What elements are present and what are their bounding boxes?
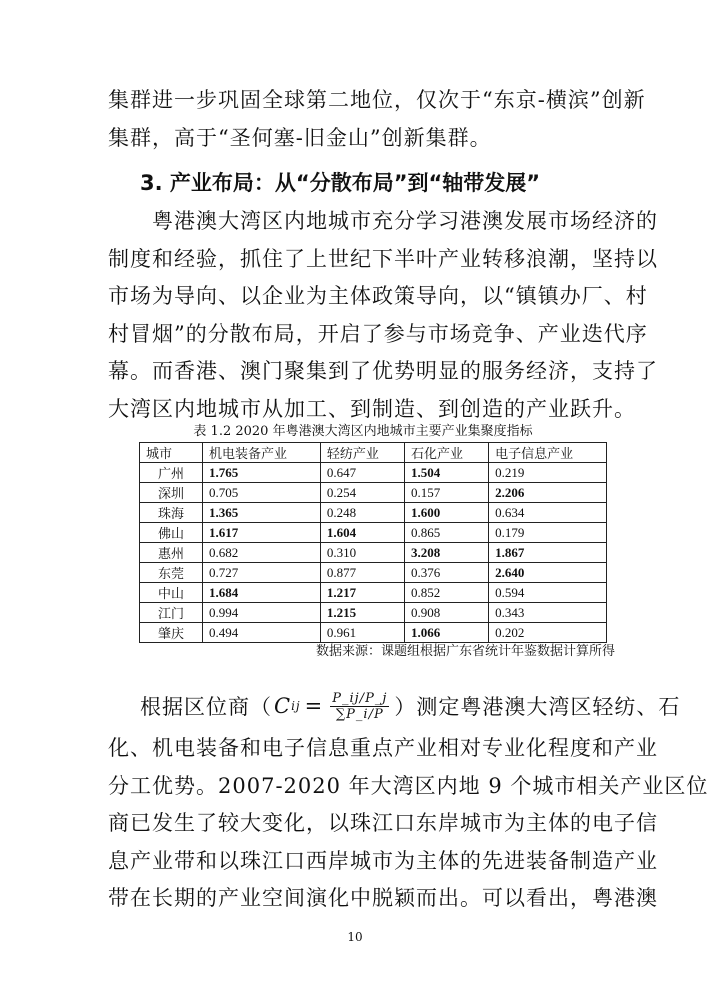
location-quotient-formula [274, 691, 392, 722]
table-cell-value: 0.494 [203, 623, 321, 643]
section-heading: 3. 产业布局：从“分散布局”到“轴带发展” [140, 171, 541, 195]
table-cell-city: 深圳 [140, 483, 203, 503]
table-cell-city: 惠州 [140, 543, 203, 563]
table-cell-value: 1.504 [404, 463, 488, 483]
table-cell-value: 0.254 [320, 483, 404, 503]
table-cell-value: 0.852 [404, 583, 488, 603]
table-cell-value: 2.206 [489, 483, 607, 503]
table-cell-value: 1.684 [203, 583, 321, 603]
text-line: 商已发生了较大变化，以珠江口东岸城市为主体的电子信 [108, 811, 658, 835]
table-cell-value: 0.248 [320, 503, 404, 523]
formula-fraction [330, 691, 389, 722]
text-line: 化、机电装备和电子信息重点产业相对专业化程度和产业 [108, 736, 658, 760]
table-cell-value: 0.594 [489, 583, 607, 603]
header-machinery: 机电装备产业 [203, 443, 321, 463]
table-header-row [140, 443, 607, 463]
table-cell-value: 0.908 [404, 603, 488, 623]
table-cell-value: 1.600 [404, 503, 488, 523]
text-line: 集群进一步巩固全球第二地位，仅次于“东京-横滨”创新 [108, 88, 646, 112]
formula-sentence [140, 686, 680, 726]
formula-equals: = [304, 694, 324, 718]
table-cell-value: 1.867 [489, 543, 607, 563]
industry-agglomeration-table [139, 442, 607, 643]
header-textile: 轻纺产业 [320, 443, 404, 463]
table-cell-city: 中山 [140, 583, 203, 603]
paragraph-location-quotient [108, 730, 709, 918]
table-cell-value: 1.765 [203, 463, 321, 483]
table-row [140, 603, 607, 623]
table-row [140, 563, 607, 583]
formula-numerator: P_ij/P_j [332, 690, 388, 706]
table-cell-value: 0.310 [320, 543, 404, 563]
table-cell-value: 0.157 [404, 483, 488, 503]
table-cell-value: 3.208 [404, 543, 488, 563]
table-cell-value: 0.994 [203, 603, 321, 623]
header-city: 城市 [140, 443, 203, 463]
text-line: 集群，高于“圣何塞-旧金山”创新集群。 [108, 125, 492, 150]
formula-lhs: C [274, 694, 292, 718]
text-line: 大湾区内地城市从加工、到制造、到创造的产业跃升。 [108, 396, 636, 421]
table-cell-value: 0.682 [203, 543, 321, 563]
table-cell-value: 0.705 [203, 483, 321, 503]
text-line: 幕。而香港、澳门聚集到了优势明显的服务经济，支持了 [108, 359, 658, 383]
table-cell-city: 东莞 [140, 563, 203, 583]
table-row [140, 463, 607, 483]
table-row [140, 543, 607, 563]
table-cell-value: 0.376 [404, 563, 488, 583]
table-cell-value: 1.215 [320, 603, 404, 623]
table-cell-city: 珠海 [140, 503, 203, 523]
table-cell-value: 1.617 [203, 523, 321, 543]
formula-lhs-subscript: ij [291, 699, 301, 713]
table-cell-city: 广州 [140, 463, 203, 483]
table-cell-value: 0.877 [320, 563, 404, 583]
table-row [140, 583, 607, 603]
table-cell-value: 1.066 [404, 623, 488, 643]
formula-lead-text: 根据区位商（ [140, 695, 272, 719]
table-row [140, 503, 607, 523]
table-cell-city: 佛山 [140, 523, 203, 543]
text-line: 村冒烟”的分散布局，开启了参与市场竞争、产业迭代序 [108, 321, 648, 346]
table-row [140, 483, 607, 503]
table-cell-value: 0.727 [203, 563, 321, 583]
table-cell-value: 0.343 [489, 603, 607, 623]
text-line: 分工优势。2007-2020 年大湾区内地 9 个城市相关产业区位 [108, 773, 709, 798]
table-cell-value: 1.365 [203, 503, 321, 523]
table-row [140, 523, 607, 543]
text-line: 制度和经验，抓住了上世纪下半叶产业转移浪潮，坚持以 [108, 246, 658, 271]
table-cell-value: 0.634 [489, 503, 607, 523]
table-cell-value: 0.219 [489, 463, 607, 483]
paragraph-industry-layout [108, 203, 658, 428]
formula-denominator: ∑P_i/P [335, 706, 384, 722]
table-cell-value: 1.217 [320, 583, 404, 603]
table-cell-value: 0.865 [404, 523, 488, 543]
data-source-note: 数据来源：课题组根据广东省统计年鉴数据计算所得 [315, 644, 615, 659]
header-petrochemical: 石化产业 [404, 443, 488, 463]
text-line: 息产业带和以珠江口西岸城市为主体的先进装备制造产业 [108, 848, 658, 873]
paragraph-intro [108, 82, 646, 157]
text-line: 粤港澳大湾区内地城市充分学习港澳发展市场经济的 [108, 209, 658, 233]
text-line: 带在长期的产业空间演化中脱颖而出。可以看出，粤港澳 [108, 886, 658, 910]
table-body [140, 463, 607, 643]
table-cell-value: 0.202 [489, 623, 607, 643]
formula-trail-text: ）测定粤港澳大湾区轻纺、石 [394, 695, 681, 719]
table-cell-value: 0.961 [320, 623, 404, 643]
table-cell-value: 0.179 [489, 523, 607, 543]
table-cell-value: 1.604 [320, 523, 404, 543]
table-cell-city: 肇庆 [140, 623, 203, 643]
page-number: 10 [347, 930, 363, 944]
header-electronics: 电子信息产业 [489, 443, 607, 463]
table-cell-city: 江门 [140, 603, 203, 623]
table-cell-value: 2.640 [489, 563, 607, 583]
table-cell-value: 0.647 [320, 463, 404, 483]
table-caption: 表 1.2 2020 年粤港澳大湾区内地城市主要产业集聚度指标 [193, 424, 533, 439]
text-line: 市场为导向、以企业为主体政策导向，以“镇镇办厂、村 [108, 284, 648, 308]
